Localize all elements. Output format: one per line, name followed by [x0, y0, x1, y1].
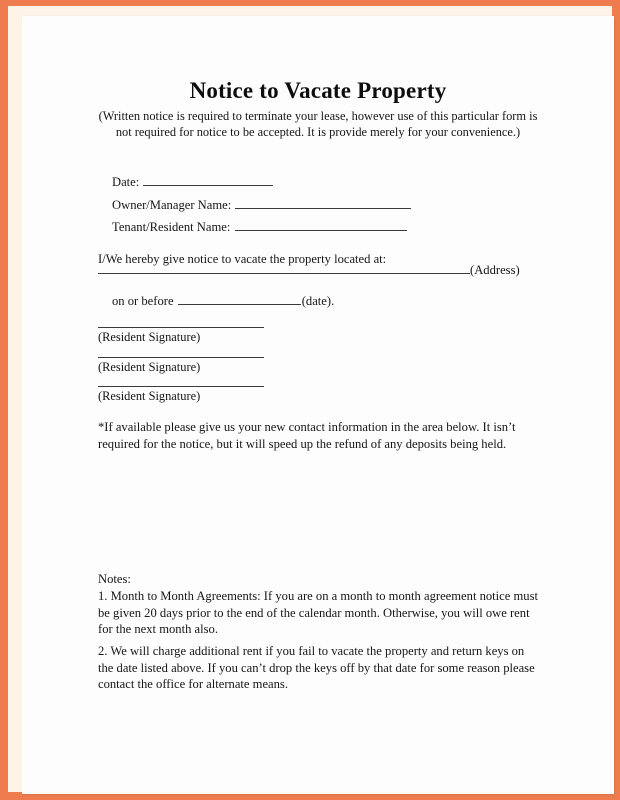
document-content [22, 16, 614, 794]
vacate-date-prefix: on or before [112, 294, 174, 308]
note-item-1: 1. Month to Month Agreements: If you are on a month to month agreement notice must be given 20 days prior to the end of the calendar month. Otherwise, you will owe rent for the next month also. [98, 589, 538, 636]
vacate-date-row [112, 293, 334, 309]
document-subtitle: (Written notice is required to terminate your lease, however use of this particular form is not required for notice to be accepted. It is provide merely for your convenience.) [98, 109, 538, 139]
date-field-input[interactable] [143, 174, 273, 186]
date-field-row [112, 174, 274, 190]
date-field-label: Date: [112, 175, 140, 189]
page-margin-bed [8, 6, 612, 792]
note-item-2: 2. We will charge additional rent if you fail to vacate the property and return keys on the date listed above. If you can’t drop the keys off by that date for some reason please contact the office for alternate means. [98, 644, 535, 691]
contact-information-note: *If available please give us your new contact information in the area below. It isn’t required for the notice, but it will speed up the refund of any deposits being held. [98, 420, 516, 451]
vacate-date-input[interactable] [178, 293, 301, 305]
owner-manager-field-input[interactable] [235, 197, 411, 209]
signature-block-3 [98, 386, 264, 404]
owner-manager-field-row [112, 197, 412, 213]
signature-caption-2: (Resident Signature) [98, 360, 201, 374]
owner-manager-field-label: Owner/Manager Name: [112, 198, 232, 212]
document-page [22, 16, 614, 794]
address-field-caption: (Address) [470, 263, 520, 277]
notice-statement: I/We hereby give notice to vacate the property located at: [98, 252, 387, 266]
signature-block-2 [98, 357, 264, 375]
tenant-resident-field-label: Tenant/Resident Name: [112, 220, 231, 234]
address-field-input[interactable] [98, 262, 470, 274]
page-title: Notice to Vacate Property [189, 78, 447, 103]
signature-caption-3: (Resident Signature) [98, 389, 201, 403]
tenant-resident-field-input[interactable] [235, 219, 407, 231]
new-contact-information-area[interactable] [98, 456, 544, 564]
tenant-resident-field-row [112, 219, 408, 235]
address-field-row [98, 262, 544, 278]
vacate-date-caption: (date). [301, 294, 335, 308]
signature-caption-1: (Resident Signature) [98, 330, 201, 344]
signature-block-1 [98, 327, 264, 345]
notes-heading: Notes: [98, 572, 131, 586]
